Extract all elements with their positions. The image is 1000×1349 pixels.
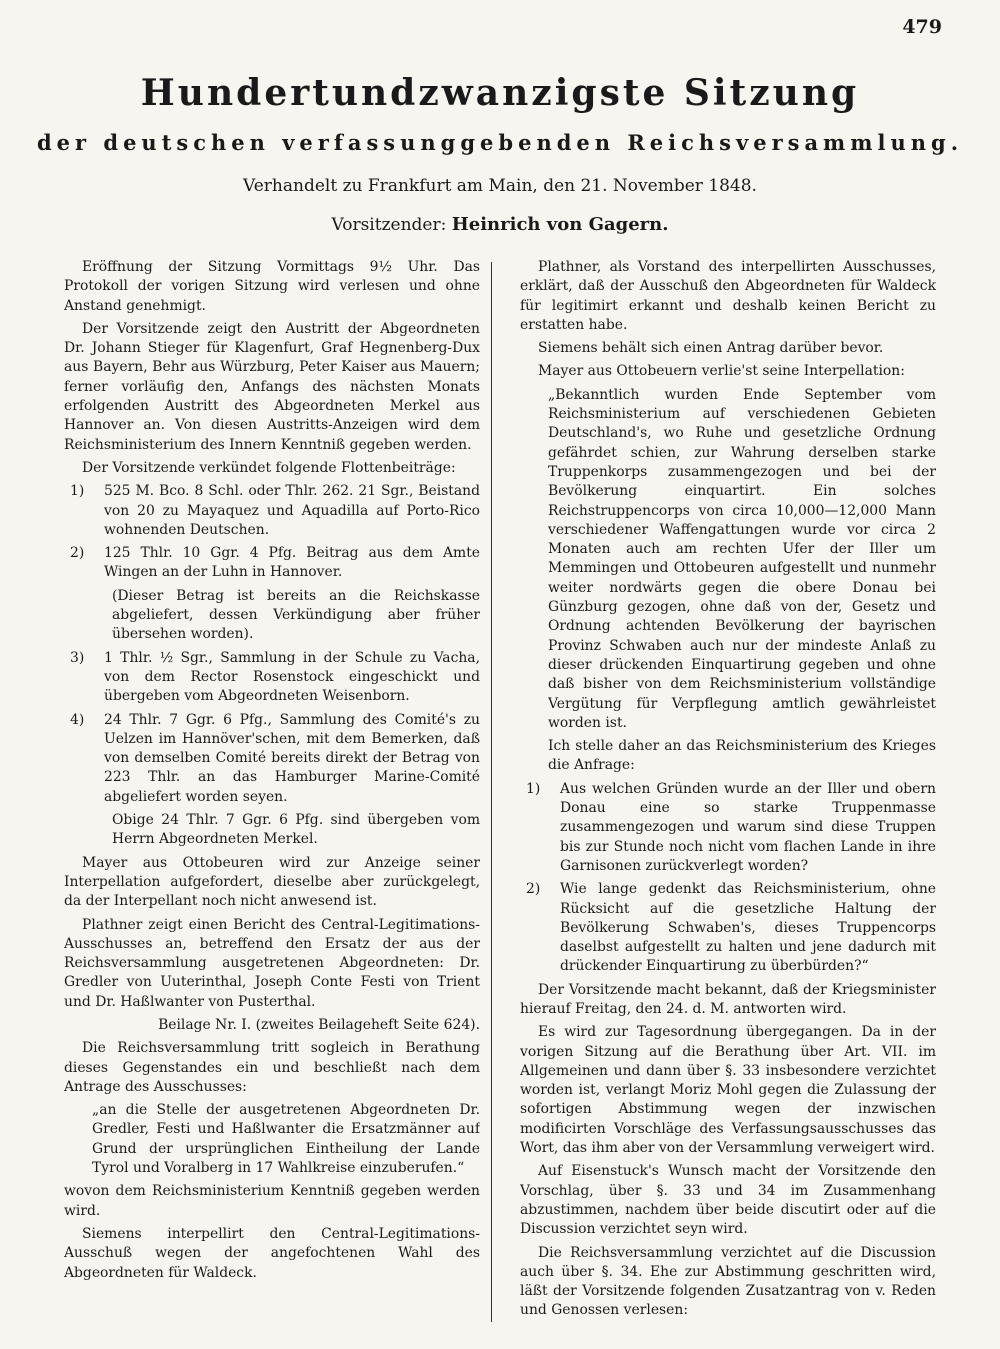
list-text: Aus welchen Gründen wurde an der Iller und obern Donau eine so starke Truppenmasse zusammengezogen und warum sind diese Truppen bis zur Stunde noch nicht vom flachen Lande in ihre Garnisonen zurückverlegt worden? xyxy=(560,780,936,874)
list-item xyxy=(64,711,480,807)
page-number: 479 xyxy=(902,16,942,38)
paragraph: Siemens behält sich einen Antrag darüber bevor. xyxy=(538,340,884,357)
list-item xyxy=(520,780,936,876)
list-item xyxy=(64,649,480,707)
dateline: Verhandelt zu Frankfurt am Main, den 21. November 1848. xyxy=(243,176,757,196)
list-number: 4) xyxy=(70,711,85,728)
paragraph: Siemens interpellirt den Central-Legitimations-Ausschuß wegen der angefochtenen Wahl des Abgeordneten für Waldeck. xyxy=(64,1225,480,1281)
quote: „an die Stelle der ausgetretenen Abgeordneten Dr. Gredler, Festi und Haßlwanter die Ersatzmänner auf Grund der ursprünglichen Eintheilung der Lande Tyrol und Voralberg in 17 Wahlkreise einzuberufen.“ xyxy=(92,1102,480,1177)
list-text: 525 M. Bco. 8 Schl. oder Thlr. 262. 21 Sgr., Beistand von 20 zu Mayaquez und Aquadilla auf Porto-Rico wohnenden Deutschen. xyxy=(104,483,480,538)
note: Obige 24 Thlr. 7 Ggr. 6 Pfg. sind übergeben vom Herrn Abgeordneten Merkel. xyxy=(112,812,480,848)
quote: Ich stelle daher an das Reichsministerium des Krieges die Anfrage: xyxy=(548,738,936,774)
list-text: 125 Thlr. 10 Ggr. 4 Pfg. Beitrag aus dem Amte Wingen an der Luhn in Hannover. xyxy=(104,545,480,581)
right-column xyxy=(520,258,936,1328)
list-number: 2) xyxy=(526,881,541,898)
paragraph: Eröffnung der Sitzung Vormittags 9½ Uhr. Das Protokoll der vorigen Sitzung wird verlesen und ohne Anstand genehmigt. xyxy=(64,259,480,314)
paragraph: Plathner zeigt einen Bericht des Central-Legitimations-Ausschusses an, betreffend den Ersatz der aus der Reichsversammlung ausgetretenen Abgeordneten: Dr. Gredler von Uuterinthal, Joseph Conte Festi von Trient und Dr. Haßlwanter von Pusterthal. xyxy=(64,916,480,1010)
list-number: 2) xyxy=(70,545,85,562)
paragraph: Mayer aus Ottobeuern verlie'st seine Interpellation: xyxy=(538,363,905,380)
paragraph: Beilage Nr. I. (zweites Beilageheft Seite 624). xyxy=(158,1016,480,1033)
left-column xyxy=(64,258,480,1328)
list-text: 24 Thlr. 7 Ggr. 6 Pfg., Sammlung des Comité's zu Uelzen im Hannöver'schen, mit dem Bemerken, daß von demselben Comité bereits direkt der Betrag von 223 Thlr. an das Hamburger Marine-Comité abgeliefert worden seyen. xyxy=(104,711,480,805)
paragraph: Auf Eisenstuck's Wunsch macht der Vorsitzende den Vorschlag, über §. 33 und 34 im Zusammenhang abzustimmen, nachdem über beide discutirt oder auf die Discussion verzichtet seyn wird. xyxy=(520,1163,936,1238)
list-item xyxy=(64,544,480,583)
chair-line xyxy=(0,214,1000,235)
paragraph: Die Reichsversammlung tritt sogleich in Berathung dieses Gegenstandes ein und beschließt nach dem Antrage des Ausschusses: xyxy=(64,1040,480,1095)
paragraph: Es wird zur Tagesordnung übergegangen. Da in der vorigen Sitzung auf die Berathung über Art. VII. im Allgemeinen und dann über §. 33 insbesondere verzichtet worden ist, verlangt Moriz Mohl gegen die Zulassung der sofortigen Abstimmung wegen der inzwischen modificirten Vorschläge des Verfassungsausschusses das Wort, das ihm aber von der Versammlung verweigert wird. xyxy=(520,1024,936,1157)
paragraph: wovon dem Reichsministerium Kenntniß gegeben werden wird. xyxy=(64,1183,480,1219)
list-item xyxy=(520,880,936,976)
paragraph: Die Reichsversammlung verzichtet auf die Discussion auch über §. 34. Ehe zur Abstimmung geschritten wird, läßt der Vorsitzende folgenden Zusatzantrag von v. Reden und Genossen verlesen: xyxy=(520,1244,936,1319)
list-text: 1 Thlr. ½ Sgr., Sammlung in der Schule zu Vacha, von dem Rector Rosenstock eingeschickt und übergeben vom Abgeordneten Weisenborn. xyxy=(104,649,480,705)
note: (Dieser Betrag ist bereits an die Reichskasse abgeliefert, dessen Verkündigung aber früher übersehen worden). xyxy=(112,587,480,643)
list-text: Wie lange gedenkt das Reichsministerium, ohne Rücksicht auf die gesetzliche Haltung der Bevölkerung Schwaben's, dieses Truppencorps daselbst aufgestellt zu halten und jene dadurch mit drückender Einquartirung zu überbürden?“ xyxy=(560,881,936,975)
paragraph: Plathner, als Vorstand des interpellirten Ausschusses, erklärt, daß der Ausschuß den Abgeordneten für Waldeck für legitimirt erkannt und deshalb keinen Bericht zu erstatten habe. xyxy=(520,259,936,333)
session-subtitle: der deutschen verfassunggebenden Reichsversammlung. xyxy=(36,130,964,155)
paragraph: Der Vorsitzende verkündet folgende Flottenbeiträge: xyxy=(82,459,456,476)
chair-label: Vorsitzender: xyxy=(331,215,447,235)
paragraph: Der Vorsitzende zeigt den Austritt der Abgeordneten Dr. Johann Stieger für Klagenfurt, Graf Hegnenberg-Dux aus Bayern, Behr aus Würzburg, Peter Kaiser aus Mauern; ferner vorläufig den, Anfangs des nächsten Monats erfolgenden Austritt des Abgeordneten Merkel aus Hannover an. Von diesen Austritts-Anzeigen wird dem Reichsministerium des Innern Kenntniß gegeben werden. xyxy=(64,320,480,453)
list-number: 1) xyxy=(526,780,541,797)
list-item xyxy=(64,482,480,540)
chair-name: Heinrich von Gagern. xyxy=(451,214,669,235)
list-number: 1) xyxy=(70,483,85,500)
session-title: Hundertundzwanzigste Sitzung xyxy=(140,72,860,114)
list-number: 3) xyxy=(70,649,85,666)
quote: „Bekanntlich wurden Ende September vom Reichsministerium auf verschiedenen Gebieten Deutschland's, wo Ruhe und gesetzliche Ordnung gefährdet schien, zur Wahrung derselben starke Truppenkorps zusammengezogen und bei der Bevölkerung einquartirt. Ein solches Reichstruppencorps von circa 10,000—12,000 Mann verschiedener Waffengattungen wurde vor circa 2 Monaten auch am rechten Ufer der Iller um Memmingen und Ottobeuren aufgestellt und nunmehr weiter nordwärts gegen die obere Donau bei Günzburg gezogen, ohne daß von der, Gesetz und Ordnung achtenden Bevölkerung der bayrischen Provinz Schwaben auch nur der mindeste Anlaß zu dieser drückenden Einquartirung gegeben und ohne daß bisher von dem Reichsministerium vollständige Vergütung für Verpflegung amtlich gewährleistet worden ist. xyxy=(548,386,936,731)
column-divider xyxy=(491,262,492,1322)
paragraph: Mayer aus Ottobeuren wird zur Anzeige seiner Interpellation aufgefordert, dieselbe aber zurückgelegt, da der Interpellant noch nicht anwesend ist. xyxy=(64,854,480,910)
paragraph: Der Vorsitzende macht bekannt, daß der Kriegsminister hierauf Freitag, den 24. d. M. antworten wird. xyxy=(520,981,936,1017)
